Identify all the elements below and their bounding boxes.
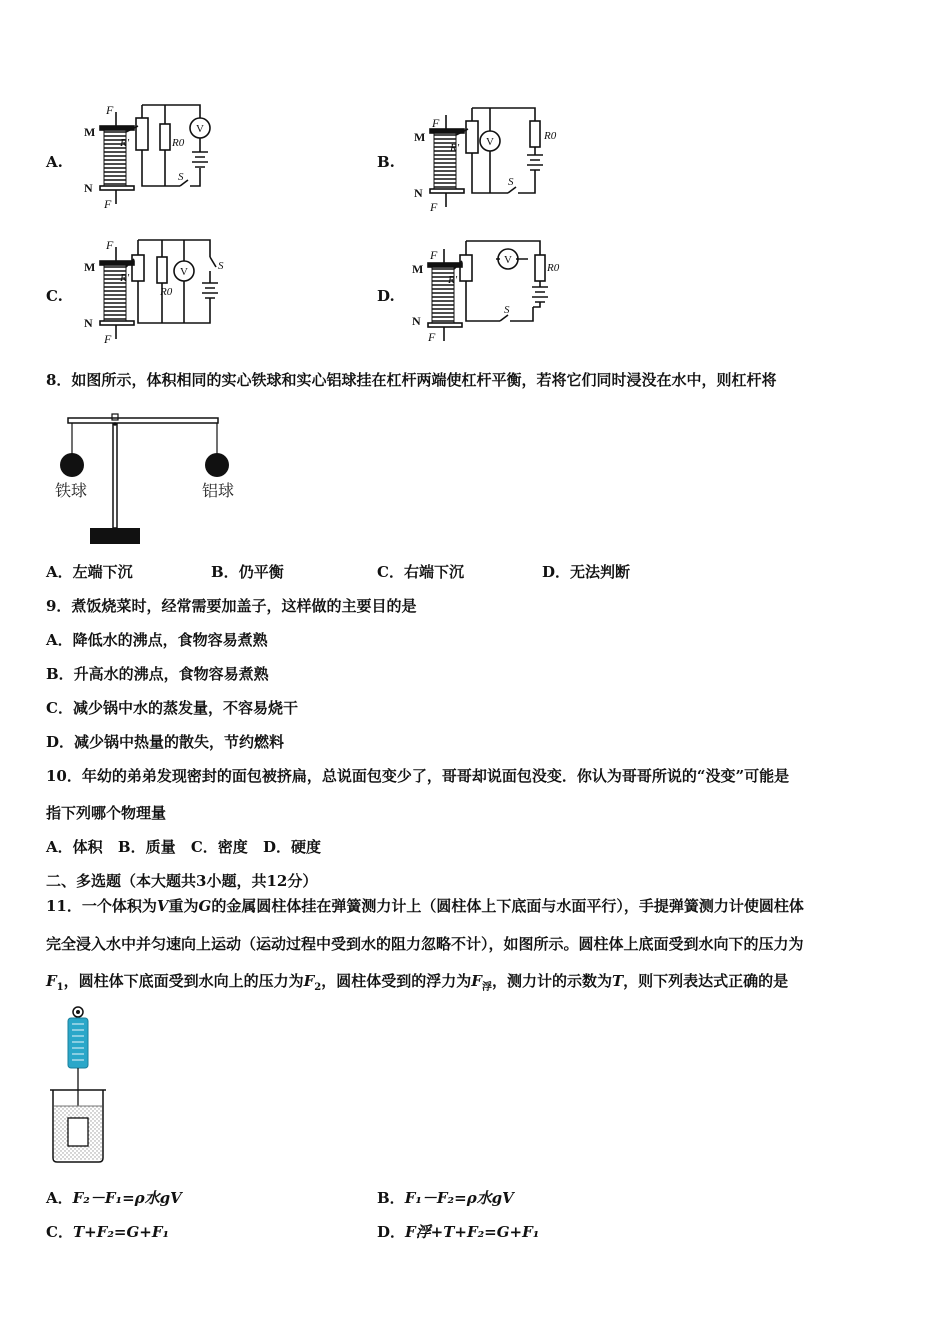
label-s: S (508, 176, 514, 188)
label-f-bottom: F (104, 197, 112, 210)
iron-ball-label: 铁球 (55, 483, 88, 500)
q8-option-d[interactable]: D．无法判断 (542, 563, 631, 581)
q8-option-c[interactable]: C．右端下沉 (377, 563, 464, 581)
q11-option-a[interactable]: A．F₂－F₁=ρ水gV (46, 1189, 182, 1207)
lever-stand (113, 424, 117, 528)
spring-icon (100, 126, 134, 190)
label-r-prime: R' (448, 274, 458, 286)
resistor-r0-icon (530, 121, 540, 147)
q9-stem: 9．煮饭烧菜时，经常需要加盖子，这样做的主要目的是 (46, 597, 417, 615)
label-v: V (504, 254, 512, 266)
cylinder-icon (68, 1118, 88, 1146)
rheostat-icon (466, 121, 478, 153)
label-s: S (504, 304, 510, 316)
aluminum-ball-label: 铝球 (202, 483, 235, 500)
circuit-diagram-d (408, 237, 568, 347)
spring-icon (428, 263, 462, 327)
circuit-diagram-c (80, 235, 240, 345)
q8-stem: 8．如图所示，体积相同的实心铁球和实心铝球挂在杠杆两端使杠杆平衡，若将它们同时浸没在水中，则杠杆将 (46, 371, 777, 389)
label-n: N (412, 314, 421, 328)
label-r0: R0 (544, 130, 557, 142)
label-f-top: F (106, 103, 114, 117)
label-v: V (196, 123, 204, 135)
label-f-top: F (430, 248, 438, 262)
label-r-prime: R' (120, 137, 130, 149)
q8-option-b[interactable]: B．仍平衡 (211, 563, 284, 581)
label-f-top: F (106, 238, 114, 252)
rheostat-icon (460, 255, 472, 281)
q7-option-c-label[interactable]: C. (46, 287, 63, 305)
q9-option-c[interactable]: C．减少锅中水的蒸发量，不容易烧干 (46, 699, 298, 717)
label-s: S (178, 171, 184, 183)
spring-icon (100, 261, 134, 325)
q10-option-d[interactable]: D．硬度 (263, 838, 322, 856)
switch-icon (210, 257, 216, 267)
label-f-top: F (432, 116, 440, 130)
iron-ball (60, 453, 84, 477)
q11-stem-line1: 11．一个体积为V重为G的金属圆柱体挂在弹簧测力计上（圆柱体上下底面与水面平行），手提弹簧测力计使圆柱体 (46, 897, 804, 915)
label-m: M (412, 262, 424, 276)
q7-option-b-label[interactable]: B. (377, 153, 395, 171)
resistor-r0-icon (157, 257, 167, 283)
q11-option-d[interactable]: D．F浮+T+F₂=G+F₁ (377, 1223, 540, 1241)
q10-option-b[interactable]: B．质量 (117, 838, 176, 856)
resistor-r0-icon (535, 255, 545, 281)
label-m: M (84, 260, 96, 274)
label-r0: R0 (172, 137, 185, 149)
rheostat-icon (136, 118, 148, 150)
circuit-diagram-b (410, 103, 565, 213)
label-f-bottom: F (104, 332, 112, 345)
lever-beam (68, 418, 218, 423)
label-n: N (84, 181, 93, 195)
q9-option-b[interactable]: B．升高水的沸点，食物容易煮熟 (46, 665, 269, 683)
lever-base (90, 528, 140, 544)
q10-stem-line2: 指下列哪个物理量 (46, 804, 167, 822)
label-v: V (486, 136, 494, 148)
q11-option-b[interactable]: B．F₁－F₂=ρ水gV (377, 1189, 514, 1207)
label-s: S (218, 260, 224, 272)
label-r0: R0 (160, 286, 173, 298)
spring-icon (430, 129, 464, 193)
q9-option-d[interactable]: D．减少锅中热量的散失，节约燃料 (46, 733, 285, 751)
label-m: M (84, 125, 96, 139)
label-n: N (84, 316, 93, 330)
q10-option-c[interactable]: C．密度 (190, 838, 248, 856)
section-2-title: 二、多选题（本大题共3小题，共12分） (46, 872, 318, 890)
lever-figure (50, 408, 250, 550)
q9-option-a[interactable]: A．降低水的沸点，食物容易煮熟 (46, 631, 268, 649)
label-r-prime: R' (450, 142, 460, 154)
q7-option-a-label[interactable]: A. (46, 153, 63, 171)
q11-stem-line3: $F_1$，圆柱体下底面受到水向上的压力为$F_2$，圆柱体受到的浮力为$F_浮$，测力计的示数为T，则下列表达式正确的是 (46, 972, 789, 993)
label-f-bottom: F (428, 330, 436, 344)
q8-option-a[interactable]: A．左端下沉 (46, 563, 133, 581)
q10-stem-line1: 10．年幼的弟弟发现密封的面包被挤扁，总说面包变少了，哥哥却说面包没变．你认为哥哥所说的“没变”可能是 (46, 767, 790, 785)
q7-option-d-label[interactable]: D. (377, 287, 395, 305)
label-r-prime: R' (120, 272, 130, 284)
resistor-r0-icon (160, 124, 170, 150)
label-n: N (414, 186, 423, 200)
circuit-diagram-a (80, 100, 230, 210)
label-m: M (414, 130, 426, 144)
label-v: V (180, 266, 188, 278)
q11-option-c[interactable]: C．T+F₂=G+F₁ (46, 1223, 170, 1241)
aluminum-ball (205, 453, 229, 477)
label-r0: R0 (547, 262, 560, 274)
q11-stem-line2: 完全浸入水中并匀速向上运动（运动过程中受到水的阻力忽略不计），如图所示。圆柱体上底面受到水向下的压力为 (46, 935, 804, 953)
q10-options (46, 837, 321, 857)
spring-scale-figure (48, 1002, 118, 1168)
label-f-bottom: F (430, 200, 438, 213)
q10-option-a[interactable]: A．体积 (46, 838, 103, 856)
